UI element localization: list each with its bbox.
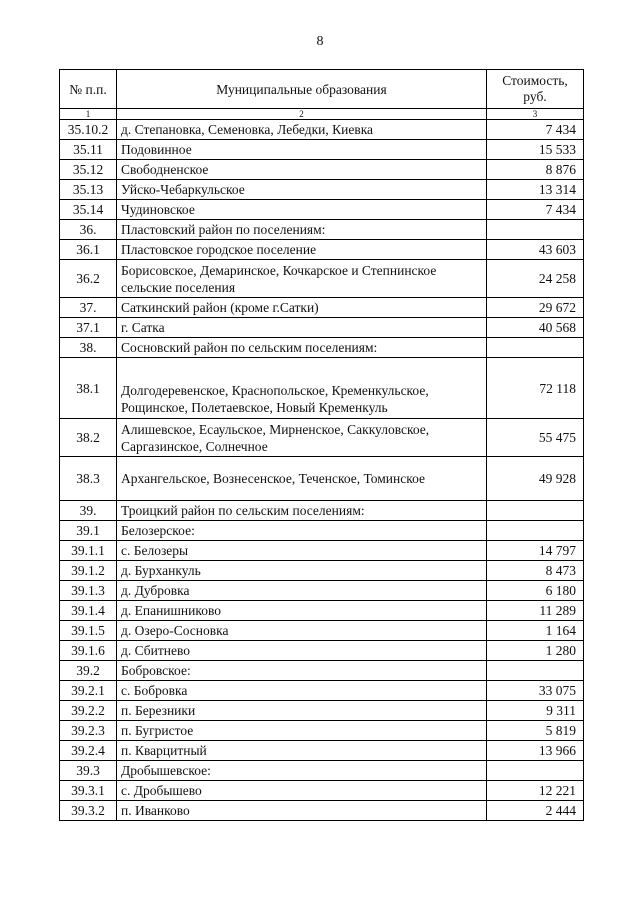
row-price xyxy=(487,501,584,521)
table-row xyxy=(60,260,584,298)
row-number: 39.2.2 xyxy=(60,701,117,721)
row-price xyxy=(487,338,584,358)
row-municipality: п. Бугристое xyxy=(117,721,487,741)
table-row xyxy=(60,641,584,661)
row-municipality: Чудиновское xyxy=(117,200,487,220)
row-price: 55 475 xyxy=(487,419,584,457)
row-municipality: Дробышевское: xyxy=(117,761,487,781)
table-row xyxy=(60,120,584,140)
row-municipality: Свободненское xyxy=(117,160,487,180)
table-row xyxy=(60,721,584,741)
row-price: 15 533 xyxy=(487,140,584,160)
header-price-line2: руб. xyxy=(523,89,547,104)
table-header-row xyxy=(60,70,584,109)
row-price: 43 603 xyxy=(487,240,584,260)
row-price xyxy=(487,521,584,541)
table-row xyxy=(60,140,584,160)
row-number: 39. xyxy=(60,501,117,521)
row-municipality: Уйско-Чебаркульское xyxy=(117,180,487,200)
row-municipality: д. Сбитнево xyxy=(117,641,487,661)
row-price: 8 473 xyxy=(487,561,584,581)
table-row xyxy=(60,358,584,419)
row-price: 8 876 xyxy=(487,160,584,180)
table-row xyxy=(60,419,584,457)
column-index: 1 xyxy=(60,109,117,120)
table-row xyxy=(60,561,584,581)
row-price: 9 311 xyxy=(487,701,584,721)
row-municipality: Долгодеревенское, Краснопольское, Кременкульское, Рощинское, Полетаевское, Новый Кременкуль xyxy=(117,358,487,419)
table-row xyxy=(60,220,584,240)
column-index: 3 xyxy=(487,109,584,120)
row-number: 39.1.5 xyxy=(60,621,117,641)
row-municipality: Белозерское: xyxy=(117,521,487,541)
page-number: 8 xyxy=(316,34,324,49)
row-price: 7 434 xyxy=(487,120,584,140)
row-number: 37.1 xyxy=(60,318,117,338)
row-price: 5 819 xyxy=(487,721,584,741)
row-number: 39.2.3 xyxy=(60,721,117,741)
row-price: 13 314 xyxy=(487,180,584,200)
row-price: 14 797 xyxy=(487,541,584,561)
row-municipality: Сосновский район по сельским поселениям: xyxy=(117,338,487,358)
row-municipality: д. Степановка, Семеновка, Лебедки, Киевка xyxy=(117,120,487,140)
table-row xyxy=(60,240,584,260)
row-municipality: с. Бобровка xyxy=(117,681,487,701)
row-price: 49 928 xyxy=(487,457,584,501)
row-municipality: г. Сатка xyxy=(117,318,487,338)
row-number: 36.1 xyxy=(60,240,117,260)
table-row xyxy=(60,661,584,681)
row-number: 38.2 xyxy=(60,419,117,457)
row-number: 38.3 xyxy=(60,457,117,501)
table-row xyxy=(60,521,584,541)
row-municipality: п. Иванково xyxy=(117,801,487,821)
table-row xyxy=(60,741,584,761)
table-row xyxy=(60,701,584,721)
table-row xyxy=(60,621,584,641)
row-price: 33 075 xyxy=(487,681,584,701)
table-row xyxy=(60,457,584,501)
row-number: 39.3 xyxy=(60,761,117,781)
row-price: 11 289 xyxy=(487,601,584,621)
row-municipality: Алишевское, Есаульское, Мирненское, Саккуловское, Саргазинское, Солнечное xyxy=(117,419,487,457)
row-price: 13 966 xyxy=(487,741,584,761)
row-number: 39.2 xyxy=(60,661,117,681)
row-municipality: Подовинное xyxy=(117,140,487,160)
column-index-row xyxy=(60,109,584,120)
row-municipality: Бобровское: xyxy=(117,661,487,681)
row-number: 39.3.2 xyxy=(60,801,117,821)
row-municipality: Троицкий район по сельским поселениям: xyxy=(117,501,487,521)
row-price: 7 434 xyxy=(487,200,584,220)
row-number: 38.1 xyxy=(60,358,117,419)
row-municipality: п. Кварцитный xyxy=(117,741,487,761)
table-row xyxy=(60,581,584,601)
table-row xyxy=(60,160,584,180)
row-price: 1 164 xyxy=(487,621,584,641)
table-row xyxy=(60,338,584,358)
row-number: 35.14 xyxy=(60,200,117,220)
row-number: 39.1.3 xyxy=(60,581,117,601)
row-price: 12 221 xyxy=(487,781,584,801)
row-municipality: п. Березники xyxy=(117,701,487,721)
row-price: 24 258 xyxy=(487,260,584,298)
header-num: № п.п. xyxy=(60,70,117,109)
row-number: 35.12 xyxy=(60,160,117,180)
table-row xyxy=(60,801,584,821)
row-number: 39.2.4 xyxy=(60,741,117,761)
row-number: 35.11 xyxy=(60,140,117,160)
table-row xyxy=(60,601,584,621)
row-number: 39.1.6 xyxy=(60,641,117,661)
row-number: 36.2 xyxy=(60,260,117,298)
table-row xyxy=(60,681,584,701)
price-table xyxy=(59,69,584,821)
row-price xyxy=(487,661,584,681)
row-price: 72 118 xyxy=(487,358,584,419)
row-price: 40 568 xyxy=(487,318,584,338)
row-municipality: д. Озеро-Сосновка xyxy=(117,621,487,641)
row-number: 39.2.1 xyxy=(60,681,117,701)
table-row xyxy=(60,318,584,338)
row-municipality: Архангельское, Вознесенское, Теченское, Томинское xyxy=(117,457,487,501)
table-row xyxy=(60,298,584,318)
row-price: 6 180 xyxy=(487,581,584,601)
row-price: 2 444 xyxy=(487,801,584,821)
row-number: 39.3.1 xyxy=(60,781,117,801)
row-municipality: с. Дробышево xyxy=(117,781,487,801)
row-municipality: Борисовское, Демаринское, Кочкарское и Степнинское сельские поселения xyxy=(117,260,487,298)
table-row xyxy=(60,761,584,781)
row-number: 35.10.2 xyxy=(60,120,117,140)
row-number: 37. xyxy=(60,298,117,318)
table-row xyxy=(60,541,584,561)
row-number: 38. xyxy=(60,338,117,358)
table-row xyxy=(60,501,584,521)
row-number: 39.1 xyxy=(60,521,117,541)
row-number: 35.13 xyxy=(60,180,117,200)
row-price: 1 280 xyxy=(487,641,584,661)
row-price xyxy=(487,220,584,240)
header-price-line1: Стоимость, xyxy=(502,73,568,88)
header-name: Муниципальные образования xyxy=(117,70,487,109)
table-row xyxy=(60,781,584,801)
row-price xyxy=(487,761,584,781)
row-municipality: д. Епанишниково xyxy=(117,601,487,621)
row-number: 39.1.4 xyxy=(60,601,117,621)
row-number: 39.1.2 xyxy=(60,561,117,581)
header-price xyxy=(487,70,584,109)
column-index: 2 xyxy=(117,109,487,120)
table-row xyxy=(60,200,584,220)
row-municipality: с. Белозеры xyxy=(117,541,487,561)
row-number: 39.1.1 xyxy=(60,541,117,561)
row-municipality: Саткинский район (кроме г.Сатки) xyxy=(117,298,487,318)
row-number: 36. xyxy=(60,220,117,240)
row-municipality: д. Дубровка xyxy=(117,581,487,601)
row-municipality: Пластовское городское поселение xyxy=(117,240,487,260)
row-price: 29 672 xyxy=(487,298,584,318)
row-municipality: д. Бурханкуль xyxy=(117,561,487,581)
table-row xyxy=(60,180,584,200)
row-municipality: Пластовский район по поселениям: xyxy=(117,220,487,240)
